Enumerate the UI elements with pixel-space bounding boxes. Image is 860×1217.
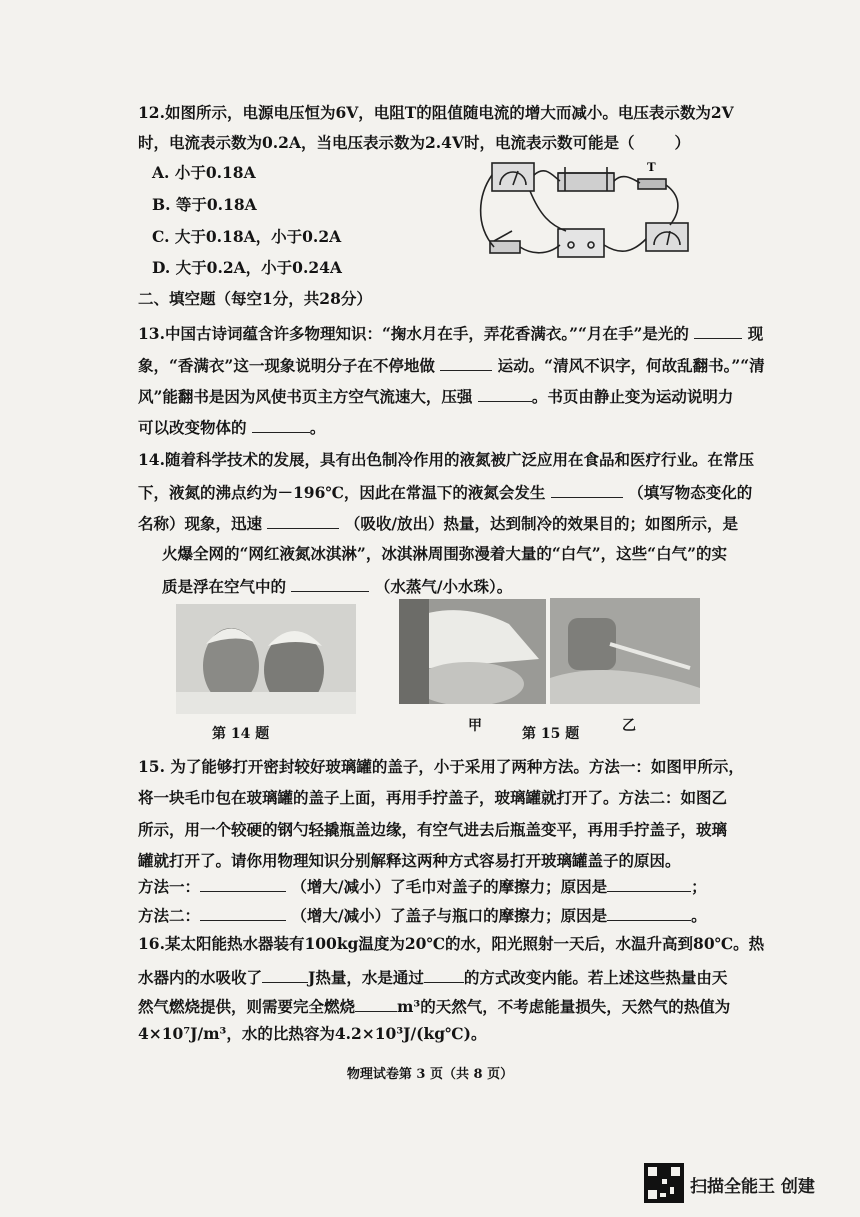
blank[interactable]	[200, 875, 286, 892]
blank[interactable]	[252, 416, 310, 433]
q14-line-4: 火爆全网的“网红液氮冰淇淋”，冰淇淋周围弥漫着大量的“白气”，这些“白气”的实	[162, 544, 727, 563]
blank[interactable]	[607, 875, 691, 892]
blank[interactable]	[262, 966, 308, 983]
q15-line-3: 所示，用一个较硬的钢勺轻撬瓶盖边缘，有空气进去后瓶盖变平，再用手拧盖子，玻璃	[138, 820, 728, 839]
blank[interactable]	[424, 966, 464, 983]
q14-line-2: 下，液氮的沸点约为－196℃，因此在常温下的液氮会发生 （填写物态变化的	[138, 483, 753, 502]
q12-option-c: C. 大于0.18A，小于0.2A	[152, 227, 342, 246]
q15-method-1: 方法一： （增大/减小）了毛巾对盖子的摩擦力；原因是 ；	[138, 877, 707, 896]
caption-fig-15: 第 15 题	[522, 726, 580, 742]
q12-option-d: D. 大于0.2A，小于0.24A	[152, 258, 342, 277]
page-footer: 物理试卷第 3 页（共 8 页）	[346, 1067, 514, 1082]
q12-line-1: 12.如图所示，电源电压恒为6V，电阻T的阻值随电流的增大而减小。电压表示数为2V	[138, 103, 734, 122]
q13-line-1: 13.中国古诗词蕴含许多物理知识：“掬水月在手，弄花香满衣。”“月在手”是光的 现	[138, 324, 764, 343]
caption-yi: 乙	[622, 718, 636, 734]
q13-line-4: 可以改变物体的 。	[138, 418, 326, 437]
blank[interactable]	[551, 481, 623, 498]
liquid-nitrogen-icecream-photo	[176, 604, 356, 714]
blank[interactable]	[291, 575, 369, 592]
q14-line-1: 14.随着科学技术的发展，具有出色制冷作用的液氮被广泛应用在食品和医疗行业。在常压	[138, 450, 754, 469]
blank[interactable]	[355, 995, 397, 1012]
caption-fig-14: 第 14 题	[212, 726, 270, 742]
blank[interactable]	[694, 322, 742, 339]
q14-line-5: 质是浮在空气中的 （水蒸气/小水珠）。	[162, 577, 513, 596]
q12-option-b: B. 等于0.18A	[152, 195, 257, 214]
blank[interactable]	[440, 354, 492, 371]
jar-spoon-photo	[550, 598, 700, 704]
circuit-diagram	[470, 155, 700, 267]
q15-line-4: 罐就打开了。请你用物理知识分别解释这两种方式容易打开玻璃罐盖子的原因。	[138, 851, 681, 870]
blank[interactable]	[200, 904, 286, 921]
q15-line-2: 将一块毛巾包在玻璃罐的盖子上面，再用手拧盖子，玻璃罐就打开了。方法二：如图乙	[138, 788, 728, 807]
q12-option-a: A. 小于0.18A	[152, 163, 256, 182]
q15-line-1: 15. 为了能够打开密封较好玻璃罐的盖子，小于采用了两种方法。方法一：如图甲所示，	[138, 757, 744, 776]
jar-towel-photo	[399, 599, 546, 704]
q12-line-2: 时，电流表示数为0.2A，当电压表示数为2.4V时，电流表示数可能是（ ）	[138, 133, 691, 152]
blank[interactable]	[607, 904, 691, 921]
section-heading: 二、填空题（每空1分，共28分）	[138, 289, 372, 308]
q13-line-2: 象，“香满衣”这一现象说明分子在不停地做 运动。“清风不识字，何故乱翻书。”“清	[138, 356, 765, 375]
q16-line-4: 4×10⁷J/m³，水的比热容为4.2×10³J/(kg℃)。	[138, 1024, 487, 1043]
q16-line-3: 然气燃烧提供，则需要完全燃烧 m³的天然气，不考虑能量损失，天然气的热值为	[138, 997, 731, 1016]
q14-line-3: 名称）现象，迅速 （吸收/放出）热量，达到制冷的效果目的；如图所示，是	[138, 514, 738, 533]
blank[interactable]	[478, 385, 532, 402]
q13-line-3: 风”能翻书是因为风使书页主方空气流速大，压强 。书页由静止变为运动说明力	[138, 387, 734, 406]
qr-code-icon	[644, 1163, 684, 1203]
q16-line-1: 16.某太阳能热水器装有100kg温度为20℃的水，阳光照射一天后，水温升高到80℃。热	[138, 934, 765, 953]
scanner-watermark: 扫描全能王 创建	[690, 1177, 815, 1197]
q15-method-2: 方法二： （增大/减小）了盖子与瓶口的摩擦力；原因是 。	[138, 906, 707, 925]
caption-jia: 甲	[468, 718, 482, 734]
q16-line-2: 水器内的水吸收了 J热量，水是通过 的方式改变内能。若上述这些热量由天	[138, 968, 728, 987]
blank[interactable]	[267, 512, 339, 529]
circuit-label-t: T	[647, 159, 656, 174]
